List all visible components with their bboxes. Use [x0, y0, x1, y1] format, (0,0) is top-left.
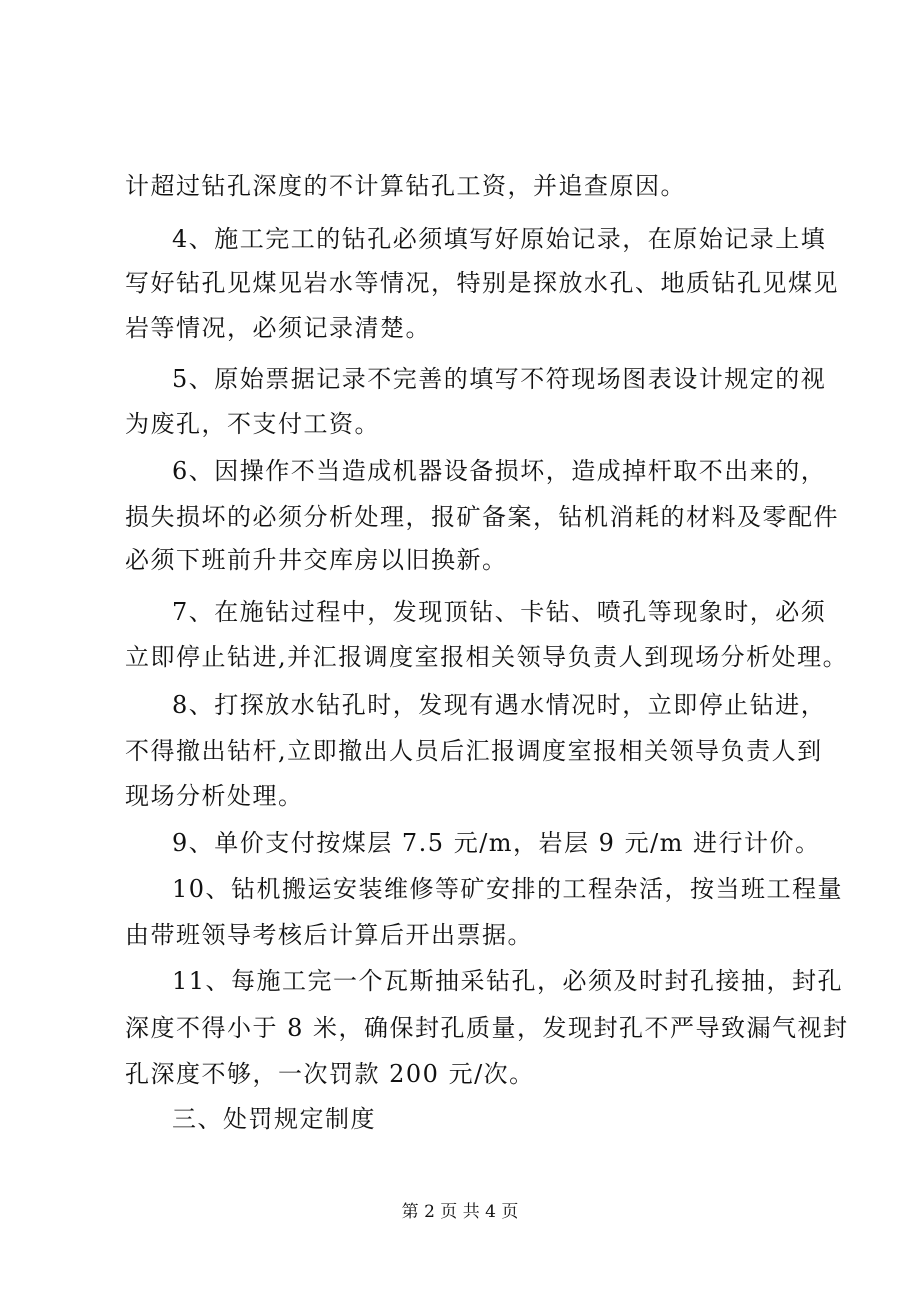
- text-line: 8、打探放水钻孔时，发现有遇水情况时，立即停止钻进，: [172, 691, 827, 719]
- text-line: 5、原始票据记录不完善的填写不符现场图表设计规定的视: [172, 365, 827, 393]
- text-line: 为废孔，不支付工资。: [125, 410, 380, 438]
- text-line: 7、在施钻过程中，发现顶钻、卡钻、喷孔等现象时，必须: [172, 598, 827, 626]
- text-line: 计超过钻孔深度的不计算钻孔工资，并追查原因。: [125, 172, 686, 200]
- text-line: 损失损坏的必须分析处理，报矿备案，钻机消耗的材料及零配件: [125, 503, 839, 531]
- text-line: 现场分析处理。: [125, 782, 304, 810]
- text-line: 由带班领导考核后计算后开出票据。: [125, 921, 533, 949]
- text-line: 立即停止钻进,并汇报调度室报相关领导负责人到现场分析处理。: [125, 643, 849, 671]
- text-line: 不得撤出钻杆,立即撤出人员后汇报调度室报相关领导负责人到: [125, 737, 823, 765]
- text-line: 9、单价支付按煤层 7.5 元/m，岩层 9 元/m 进行计价。: [172, 829, 821, 857]
- text-line: 11、每施工完一个瓦斯抽采钻孔，必须及时封孔接抽，封孔: [172, 967, 844, 995]
- text-line: 必须下班前升井交库房以旧换新。: [125, 546, 508, 574]
- text-line: 4、施工完工的钻孔必须填写好原始记录，在原始记录上填: [172, 225, 827, 253]
- page-footer: 第 2 页 共 4 页: [401, 1202, 519, 1222]
- text-line: 10、钻机搬运安装维修等矿安排的工程杂活，按当班工程量: [172, 875, 844, 903]
- text-line: 深度不得小于 8 米，确保封孔质量，发现封孔不严导致漏气视封: [125, 1014, 849, 1042]
- text-line: 孔深度不够，一次罚款 200 元/次。: [125, 1060, 535, 1088]
- section-heading: 三、处罚规定制度: [172, 1105, 376, 1133]
- text-line: 6、因操作不当造成机器设备损坏，造成掉杆取不出来的，: [172, 457, 827, 485]
- text-line: 岩等情况，必须记录清楚。: [125, 314, 431, 342]
- text-line: 写好钻孔见煤见岩水等情况，特别是探放水孔、地质钻孔见煤见: [125, 269, 839, 297]
